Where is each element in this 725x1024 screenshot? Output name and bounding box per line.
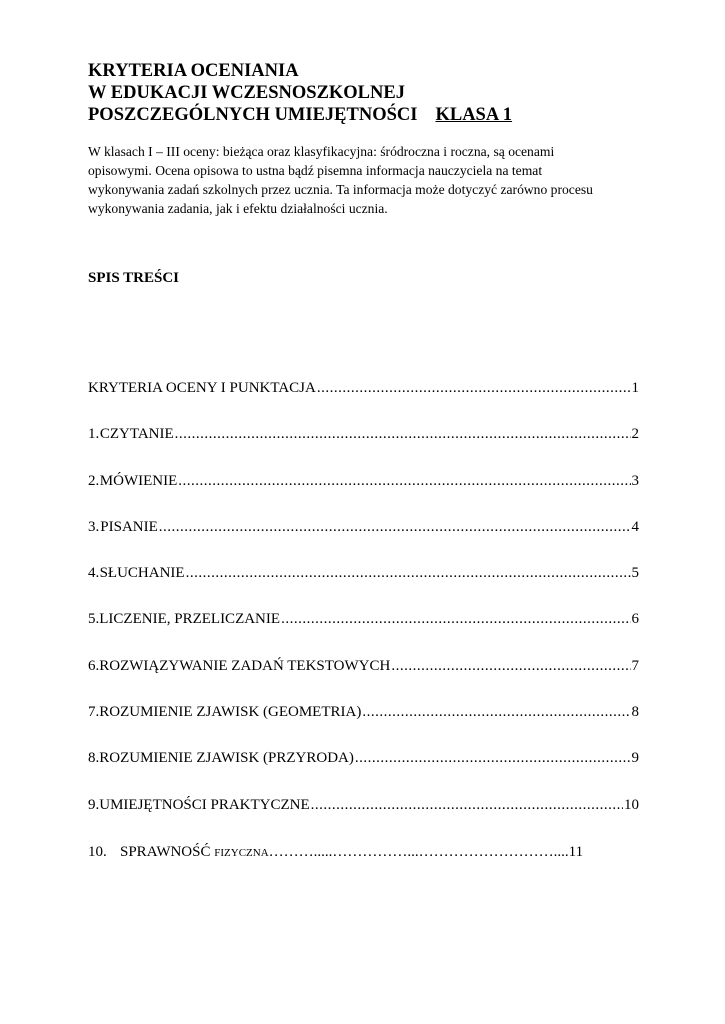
toc-leader-dots: [175, 424, 631, 444]
toc-entry[interactable]: [88, 842, 639, 863]
toc-entry-number: 5.: [88, 611, 100, 627]
toc-entry-number: 4.: [88, 565, 100, 581]
toc-entry[interactable]: [88, 609, 639, 629]
toc-leader-dots: [281, 609, 630, 629]
toc-entry[interactable]: [88, 517, 639, 537]
toc-entry-label: [120, 842, 269, 863]
toc-entry[interactable]: [88, 656, 639, 676]
toc-leader-dots: [186, 563, 631, 583]
toc-entry-page: 8: [631, 704, 639, 720]
toc-entry-page: 1: [631, 380, 639, 396]
toc-leader-dots: [391, 656, 630, 676]
title-line-1: KRYTERIA OCENIANIA: [88, 61, 299, 81]
toc-entry-label: MÓWIENIE: [99, 473, 178, 489]
toc-entry-label: CZYTANIE: [99, 426, 174, 442]
toc-entry-page: 6: [631, 611, 639, 627]
class-label: KLASA 1: [435, 105, 513, 125]
toc-entry-number: 8.: [88, 750, 100, 766]
title-line-2: W EDUKACJI WCZESNOSZKOLNEJ: [88, 83, 405, 103]
toc-entry-label: PISANIE: [100, 519, 158, 535]
toc-leader-dots: [362, 702, 630, 722]
toc-entry[interactable]: [88, 748, 639, 768]
toc-entry-label: LICZENIE, PRZELICZANIE: [99, 611, 281, 627]
toc-leader-dots: [159, 517, 631, 537]
toc-heading: SPIS TREŚCI: [88, 270, 180, 286]
toc-entry-page: 10: [624, 797, 639, 813]
intro-line-4: wykonywania zadania, jak i efektu działalności ucznia.: [88, 201, 388, 216]
toc-entry[interactable]: [88, 702, 639, 722]
toc-entry-number: 3.: [88, 519, 100, 535]
toc-entry[interactable]: [88, 563, 639, 583]
intro-line-1: W klasach I – III oceny: bieżąca oraz klasyfikacyjna: śródroczna i roczna, są ocenami: [88, 144, 555, 159]
toc-entry-number: 10.: [88, 844, 107, 860]
toc-leader-dots: [311, 795, 623, 815]
toc-leader-dots: [355, 748, 631, 768]
toc-leader-ellipsis: ……….....……………...………………………....: [268, 844, 569, 860]
toc-entry-label: ROZUMIENIE ZJAWISK (GEOMETRIA): [99, 704, 362, 720]
toc-entry-label: KRYTERIA OCENY I PUNKTACJA: [88, 380, 316, 396]
toc-entry[interactable]: [88, 795, 639, 815]
title-line-3: [88, 104, 512, 126]
toc-leader-dots: [317, 378, 631, 398]
toc-entry-page: 2: [631, 426, 639, 442]
toc-entry-label-small: FIZYCZNA: [214, 847, 269, 859]
toc-entry-label-text: SPRAWNOŚĆ: [120, 844, 215, 860]
toc-entry-label: SŁUCHANIE: [99, 565, 185, 581]
toc-entry[interactable]: [88, 471, 639, 491]
document-title: [88, 60, 512, 126]
toc-entry-page: 11: [568, 844, 584, 860]
toc-entry[interactable]: [88, 378, 639, 398]
toc-entry-page: 9: [631, 750, 639, 766]
toc-entry-label: UMIEJĘTNOŚCI PRAKTYCZNE: [99, 797, 310, 813]
toc-entry-page: 3: [631, 473, 639, 489]
toc-entry-number: 1.: [88, 426, 100, 442]
intro-paragraph: [88, 142, 648, 218]
toc-leader-dots: [178, 471, 630, 491]
intro-line-3: wykonywania zadań szkolnych przez ucznia. Ta informacja może dotyczyć zarówno procesu: [88, 182, 593, 197]
toc-entry-page: 5: [631, 565, 639, 581]
toc-entry[interactable]: [88, 424, 639, 444]
toc-entry-number: 9.: [88, 797, 100, 813]
toc-entry-label: ROZWIĄZYWANIE ZADAŃ TEKSTOWYCH: [99, 658, 391, 674]
toc-entry-number: 7.: [88, 704, 100, 720]
toc-entry-page: 7: [631, 658, 639, 674]
title-line-3-text: POSZCZEGÓLNYCH UMIEJĘTNOŚCI: [88, 105, 418, 125]
toc-entry-label: ROZUMIENIE ZJAWISK (PRZYRODA): [99, 750, 354, 766]
intro-line-2: opisowymi. Ocena opisowa to ustna bądź pisemna informacja nauczyciela na temat: [88, 163, 543, 178]
toc-entry-page: 4: [631, 519, 639, 535]
toc-entry-number: 6.: [88, 658, 100, 674]
toc-entry-number: 2.: [88, 473, 100, 489]
